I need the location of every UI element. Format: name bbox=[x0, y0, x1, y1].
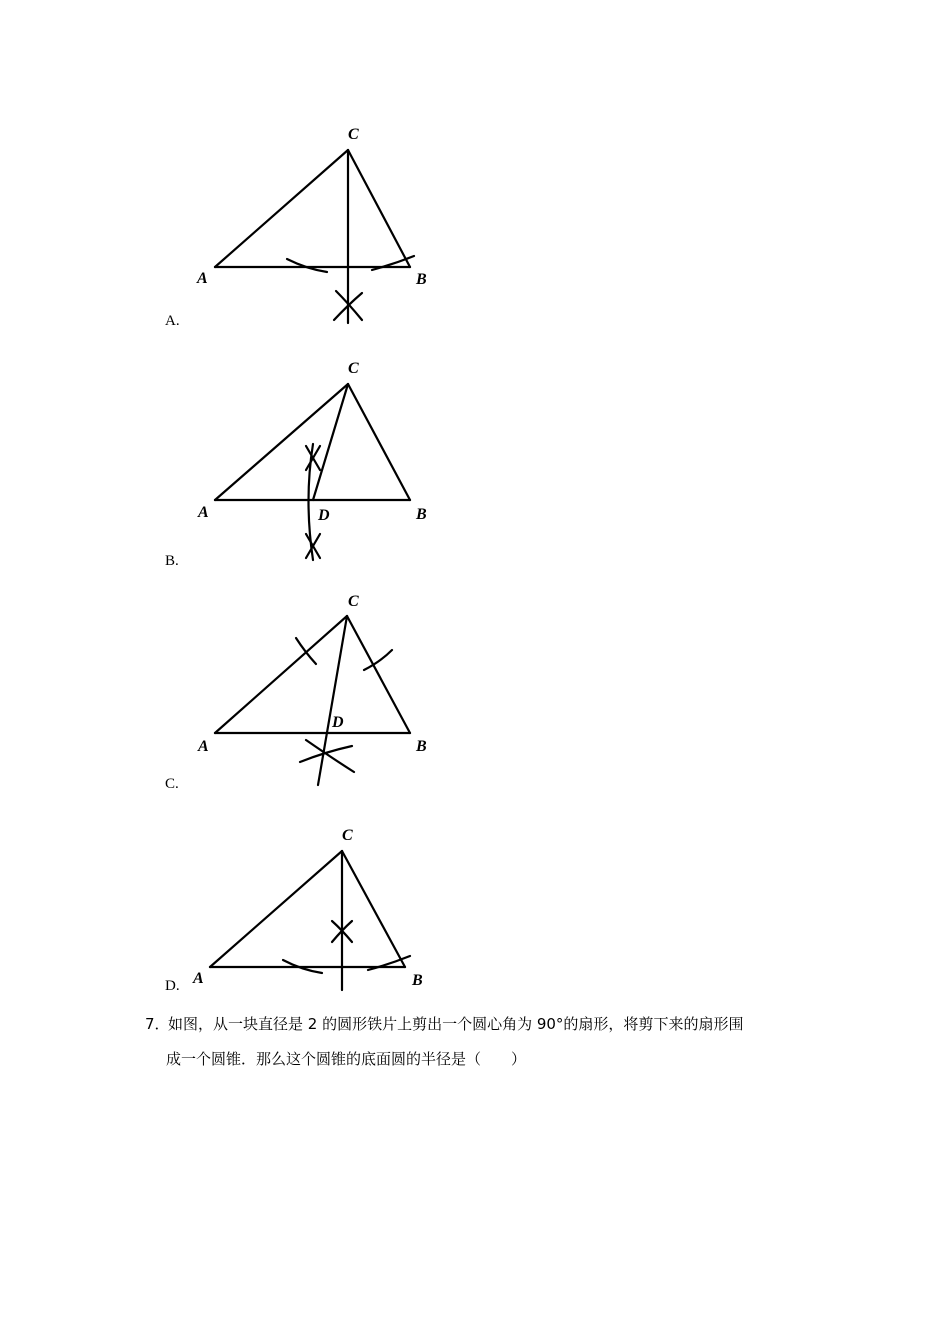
vertex-label-b: B bbox=[416, 271, 427, 288]
vertex-label-a: A bbox=[198, 504, 209, 521]
vertex-label-b: B bbox=[412, 972, 423, 989]
vertex-label-c: C bbox=[348, 126, 359, 143]
vertex-label-b: B bbox=[416, 506, 427, 523]
vertex-label-a: A bbox=[197, 270, 208, 287]
vertex-label-d: D bbox=[318, 507, 330, 524]
vertex-label-a: A bbox=[198, 738, 209, 755]
vertex-label-d: D bbox=[332, 714, 344, 731]
figure-c-lines bbox=[215, 616, 410, 785]
vertex-label-c: C bbox=[348, 360, 359, 377]
figure-a-lines bbox=[215, 150, 414, 323]
vertex-label-c: C bbox=[348, 593, 359, 610]
option-label-c: C. bbox=[165, 776, 179, 792]
option-label-a: A. bbox=[165, 313, 180, 329]
vertex-label-b: B bbox=[416, 738, 427, 755]
question-text-line1: 如图，从一块直径是 2 的圆形铁片上剪出一个圆心角为 90°的扇形，将剪下来的扇形围 bbox=[168, 1015, 744, 1033]
option-label-b: B. bbox=[165, 553, 179, 569]
question-number: 7． bbox=[145, 1015, 170, 1033]
figure-b-lines bbox=[215, 384, 410, 560]
vertex-label-c: C bbox=[342, 827, 353, 844]
option-label-d: D. bbox=[165, 978, 180, 994]
question-text-line2: 成一个圆锥．那么这个圆锥的底面圆的半径是（ ） bbox=[166, 1050, 527, 1068]
vertex-label-a: A bbox=[193, 970, 204, 987]
figure-d-lines bbox=[210, 851, 410, 990]
